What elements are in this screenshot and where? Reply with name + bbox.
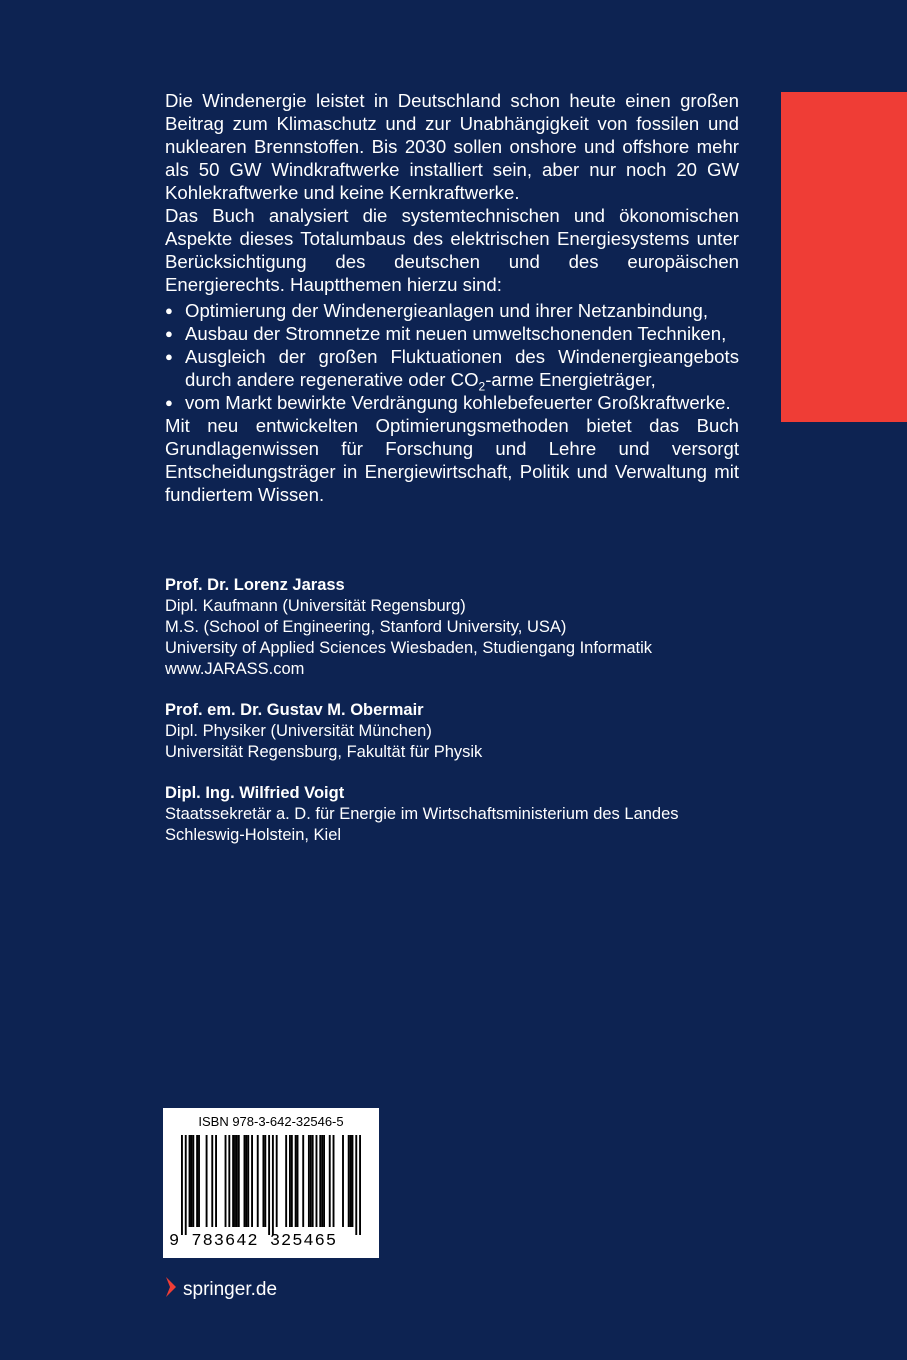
barcode-bar [291,1135,293,1227]
author-name: Prof. Dr. Lorenz Jarass [165,576,345,594]
barcode-bar [189,1135,191,1227]
barcode-bar [312,1135,314,1227]
barcode-bar [268,1135,270,1235]
author-entry [165,700,785,763]
barcode-bar [192,1135,194,1227]
author-website[interactable]: www.JARASS.com [165,660,305,678]
author-detail: Dipl. Physiker (Universität München) [165,722,432,740]
list-item: ● Optimierung der Windenergieanlagen und ihrer Netzanbindung, [165,299,739,322]
barcode-bar [352,1135,354,1227]
author-detail: Universität Regensburg, Fakultät für Physik [165,743,483,761]
bullet3-text-end: -arme Energieträger, [485,369,656,390]
isbn-barcode [163,1108,379,1258]
topics-list [165,299,739,414]
barcode-bar [247,1135,249,1227]
barcode-bar [190,1135,192,1227]
barcode-bar [348,1135,350,1227]
barcode-bar [297,1135,299,1227]
chevron-right-icon [165,1276,177,1304]
author-name: Dipl. Ing. Wilfried Voigt [165,784,345,802]
author-detail: Staatssekretär a. D. für Energie im Wirtschaftsministerium des Landes [165,805,679,823]
bullet3-text: Ausgleich der großen Fluktuationen des Windenergieangebots durch andere regenerative oder CO [185,346,739,390]
list-item: ● Ausbau der Stromnetze mit neuen umweltschonenden Techniken, [165,322,739,345]
author-detail: M.S. (School of Engineering, Stanford University, USA) [165,618,567,636]
author-entry [165,575,785,680]
barcode-bar [225,1135,227,1227]
list-item [165,345,739,394]
barcode-bar [329,1135,331,1227]
ean-digits: 9 783642 325465 [169,1232,338,1251]
barcode-bar [295,1135,297,1227]
barcode-bar [228,1135,230,1227]
barcode-bar [355,1135,357,1235]
blurb-paragraph-3: Mit neu entwickelten Optimierungsmethoden bietet das Buch Grundlagenwissen für Forschung und Lehre und versorgt Entscheidungsträger in Energiewirtschaft, Politik und Verwaltung mit fundiertem Wissen. [165,415,739,505]
barcode-bars [181,1135,361,1235]
author-detail: University of Applied Sciences Wiesbaden, Studiengang Informatik [165,639,653,657]
barcode-bar [319,1135,321,1227]
barcode-bar [198,1135,200,1227]
list-item: ● vom Markt bewirkte Verdrängung kohlebefeuerter Großkraftwerke. [165,391,739,414]
barcode-bar [244,1135,246,1227]
barcode-bar [276,1135,278,1227]
barcode-bar [232,1135,234,1227]
author-detail: Dipl. Kaufmann (Universität Regensburg) [165,597,466,615]
barcode-bar [359,1135,361,1235]
barcode-bar [289,1135,291,1227]
barcode-bar [323,1135,325,1227]
author-entry [165,783,785,846]
publisher-link[interactable] [165,1276,277,1304]
barcode-bar [285,1135,287,1227]
barcode-bar [302,1135,304,1227]
barcode-bar [321,1135,323,1227]
co2-subscript: 2 [478,379,486,394]
book-blurb [165,89,739,506]
barcode-bar [181,1135,183,1235]
blurb-paragraph-1: Die Windenergie leistet in Deutschland schon heute einen großen Beitrag zum Klimaschutz und zur Unabhängigkeit von fossilen und nuklearen Brennstoffen. Bis 2030 sollen onshore und offshore mehr als 50 GW Windkraftwerke installiert sein, aber nur noch 20 GW Kohlekraftwerke und keine Kernkraftwerke. [165,90,739,203]
barcode-bar [245,1135,247,1227]
barcode-bar [211,1135,213,1227]
barcode-bar [264,1135,266,1227]
barcode-bar [316,1135,318,1227]
barcode-bar [350,1135,352,1227]
barcode-bar [206,1135,208,1227]
barcode-bar [238,1135,240,1227]
red-side-tab [781,92,907,422]
barcode-bar [236,1135,238,1227]
barcode-bar [196,1135,198,1227]
author-list [165,575,785,866]
barcode-bar [308,1135,310,1227]
barcode-bar [310,1135,312,1227]
author-detail: Schleswig-Holstein, Kiel [165,826,342,844]
barcode-bar [185,1135,187,1235]
barcode-bar [234,1135,236,1227]
publisher-website[interactable]: springer.de [183,1279,278,1300]
barcode-bar [257,1135,259,1227]
barcode-bar [333,1135,335,1227]
isbn-label: ISBN 978-3-642-32546-5 [198,1114,344,1129]
barcode-bar [272,1135,274,1235]
barcode-bar [342,1135,344,1227]
barcode-bar [251,1135,253,1227]
barcode-bar [215,1135,217,1227]
blurb-paragraph-2: Das Buch analysiert die systemtechnischen und ökonomischen Aspekte dieses Totalumbaus des elektrischen Energiesystems unter Berücksichtigung des deutschen und des europäischen Energierechts. Hauptthemen hierzu sind: [165,205,739,295]
barcode-bar [262,1135,264,1227]
author-name: Prof. em. Dr. Gustav M. Obermair [165,701,424,719]
